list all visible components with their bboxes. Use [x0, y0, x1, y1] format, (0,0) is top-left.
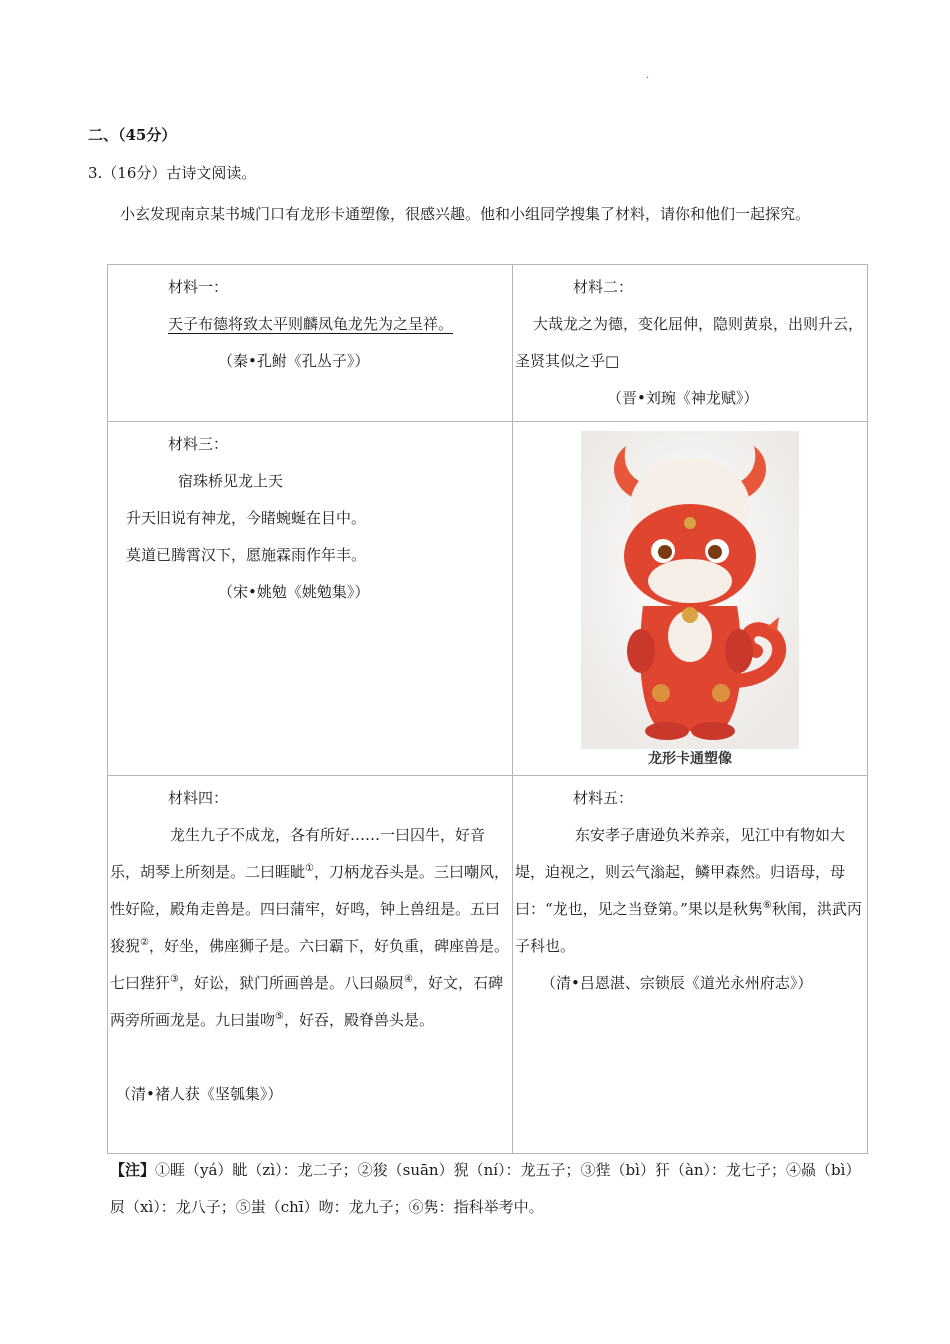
footnote-3: ③	[170, 974, 179, 985]
material-3-title: 宿珠桥见龙上天	[178, 472, 284, 490]
material-4-text	[110, 817, 510, 1039]
question-heading: 3.（16分）古诗文阅读。	[88, 164, 257, 182]
note-text: ①睚（yá）眦（zì）：龙二子；②狻（suān）猊（ní）：龙五子；③狴（bì）犴（àn）：龙七子；④赑（bì）屃（xì）：龙八子；⑤蚩（chī）吻：龙九子；⑥隽：指科举考中。	[110, 1161, 861, 1216]
material-3-source: （宋•姚勉《姚勉集》）	[218, 583, 370, 601]
material-4-cell	[108, 776, 513, 1154]
annotation-note	[110, 1152, 866, 1226]
material-1-cell	[108, 265, 513, 422]
material-1-source: （秦•孔鲋《孔丛子》）	[218, 352, 370, 370]
section-title: 二、（45分）	[88, 126, 177, 144]
footnote-5: ⑤	[275, 1011, 284, 1022]
material-4-seg-6: ，好吞，殿脊兽头是。	[283, 1011, 434, 1029]
dragon-illustration	[581, 431, 799, 749]
material-5-cell	[513, 776, 868, 1154]
image-cell	[513, 422, 868, 776]
material-4-seg-4: ，好讼，狱门所画兽是。八曰赑屃	[178, 974, 404, 992]
footnote-2: ②	[140, 937, 149, 948]
material-1-label: 材料一：	[168, 278, 229, 296]
material-4-source: （清•褚人获《坚瓠集》）	[116, 1085, 283, 1103]
material-3-line-1: 升天旧说有神龙，今睹蜿蜒在目中。	[126, 509, 367, 527]
footnote-4: ④	[404, 974, 413, 985]
dragon-image	[581, 431, 799, 749]
material-2-box: □	[605, 352, 620, 370]
material-5-seg-2: 秋闱，洪武丙子科也。	[515, 900, 862, 955]
image-caption: 龙形卡通塑像	[648, 751, 732, 767]
note-tag: 【注】	[110, 1161, 156, 1179]
material-5-text	[515, 817, 865, 965]
header-dot: .	[646, 70, 650, 81]
footnote-6: ⑥	[762, 900, 772, 911]
material-3-line-2: 莫道已腾霄汉下，愿施霖雨作年丰。	[126, 546, 367, 564]
material-4-seg-3: ，好坐，佛座狮子是。六曰霸下，好负重，碑座兽是。七曰狴犴	[110, 937, 509, 992]
material-3-cell	[108, 422, 513, 776]
question-intro: 小玄发现南京某书城门口有龙形卡通塑像，很感兴趣。他和小组同学搜集了材料，请你和他们一起探究。	[120, 205, 811, 223]
material-4-seg-5: ，好文，石碑两旁所画龙是。九曰蚩吻	[110, 974, 503, 1029]
material-4-seg-2: ，刀柄龙吞头是。三曰嘲风，性好险，殿角走兽是。四曰蒲牢，好鸣，钟上兽纽是。五曰狻猊	[110, 863, 509, 955]
material-2-cell	[513, 265, 868, 422]
footnote-1: ①	[305, 863, 314, 874]
material-2-label: 材料二：	[573, 278, 634, 296]
material-5-label: 材料五：	[573, 789, 634, 807]
material-2-source: （晋•刘琬《神龙赋》）	[607, 389, 759, 407]
material-5-source: （清•吕恩湛、宗锁辰《道光永州府志》）	[541, 974, 813, 992]
material-2-text: 大哉龙之为德，变化屈伸，隐则黄泉，出则升云，圣贤其似之乎	[515, 315, 864, 370]
material-3-label: 材料三：	[168, 435, 229, 453]
material-5-seg-1: 东安孝子唐逊负米养亲，见江中有物如大堤，迫视之，则云气滃起，鳞甲森然。归语母，母曰：“龙也，见之当登第。”果以是秋隽	[515, 826, 846, 918]
material-1-text: 天子布德将致太平则麟凤龟龙先为之呈祥。	[168, 315, 454, 333]
materials-table	[107, 264, 868, 1154]
material-4-seg-1: 龙生九子不成龙，各有所好……一曰囚牛，好音乐，胡琴上所刻是。二曰睚眦	[110, 826, 486, 881]
material-4-label: 材料四：	[168, 789, 229, 807]
